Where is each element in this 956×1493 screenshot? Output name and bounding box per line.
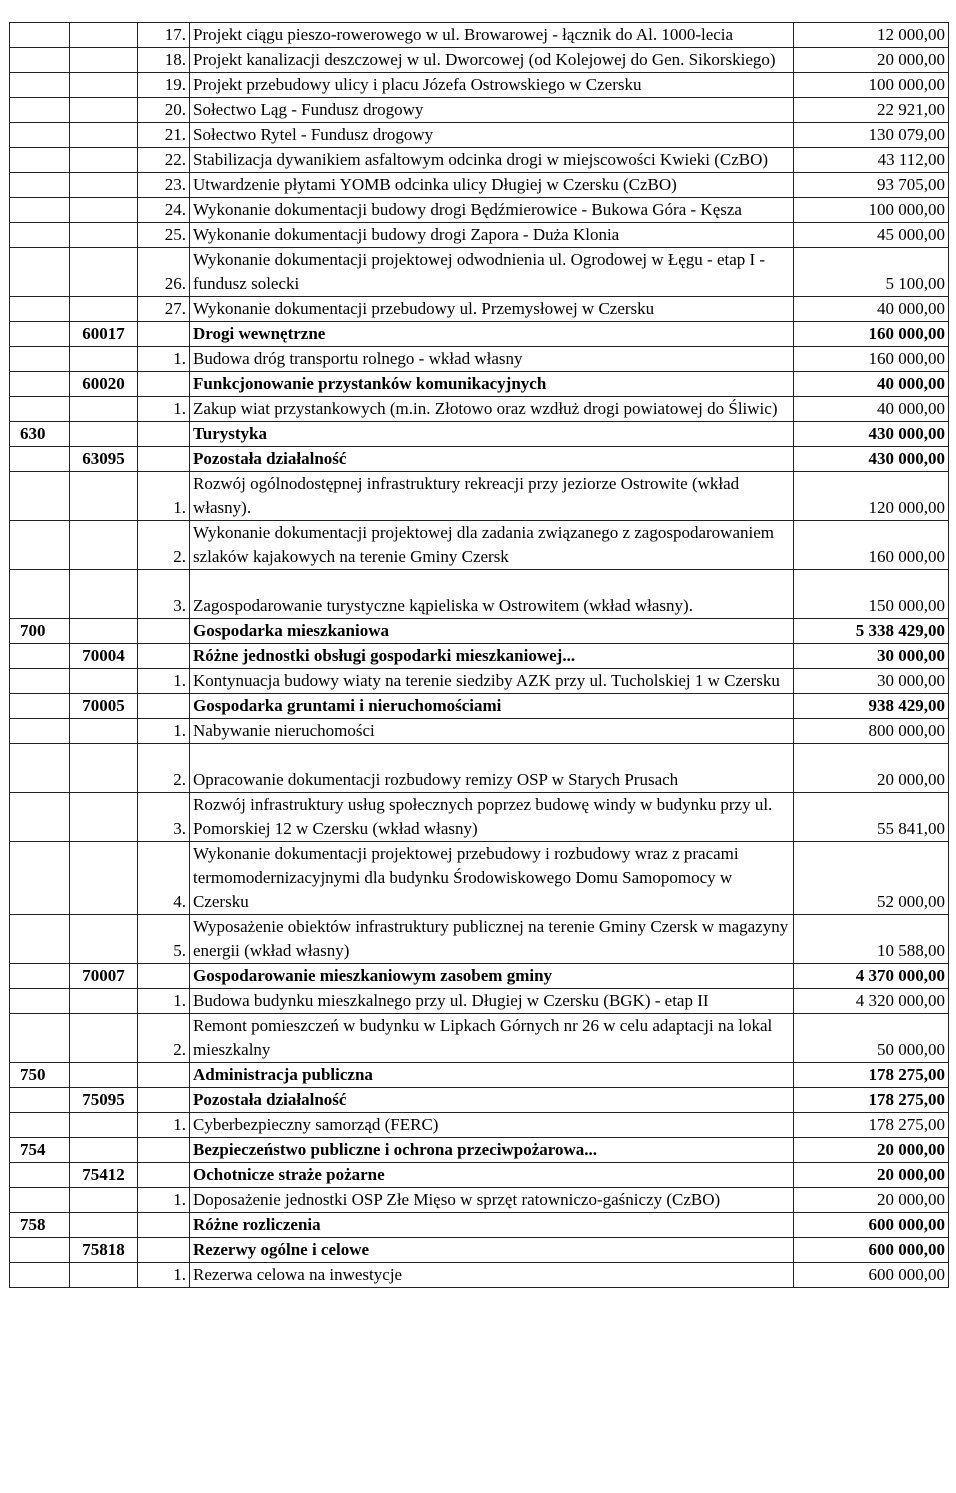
amount-cell: 45 000,00 [794,223,949,248]
dzial-cell [10,173,70,198]
table-row [10,1113,949,1138]
dzial-cell [10,472,70,521]
dzial-cell [10,915,70,964]
dzial-cell [10,1238,70,1263]
amount-cell: 100 000,00 [794,73,949,98]
subsection-row [10,1088,949,1113]
table-row [10,989,949,1014]
dzial-cell [10,23,70,48]
rozdzial-cell [70,248,138,297]
table-row [10,719,949,744]
rozdzial-cell [70,1063,138,1088]
item-number-cell: 1. [138,347,190,372]
amount-cell: 100 000,00 [794,198,949,223]
item-number-cell: 1. [138,1188,190,1213]
rozdzial-cell [70,148,138,173]
rozdzial-cell [70,173,138,198]
section-row [10,1138,949,1163]
table-row [10,123,949,148]
description-cell: Gospodarka gruntami i nieruchomościami [190,694,794,719]
amount-cell: 430 000,00 [794,447,949,472]
section-row [10,1213,949,1238]
rozdzial-cell [70,223,138,248]
rozdzial-cell [70,1113,138,1138]
description-cell: Kontynuacja budowy wiaty na terenie siedziby AZK przy ul. Tucholskiej 1 w Czersku [190,669,794,694]
description-cell: Wykonanie dokumentacji budowy drogi Zapora - Duża Klonia [190,223,794,248]
table-row [10,148,949,173]
item-number-cell: 21. [138,123,190,148]
subsection-row [10,322,949,347]
amount-cell: 938 429,00 [794,694,949,719]
amount-cell: 20 000,00 [794,744,949,793]
description-cell: Rezerwa celowa na inwestycje [190,1263,794,1288]
subsection-row [10,372,949,397]
dzial-cell [10,644,70,669]
subsection-row [10,447,949,472]
rozdzial-cell [70,1263,138,1288]
rozdzial-cell: 75412 [70,1163,138,1188]
item-number-cell: 25. [138,223,190,248]
dzial-cell [10,372,70,397]
rozdzial-cell [70,422,138,447]
amount-cell: 600 000,00 [794,1238,949,1263]
item-number-cell [138,644,190,669]
table-row [10,297,949,322]
dzial-cell [10,1088,70,1113]
description-cell: Administracja publiczna [190,1063,794,1088]
dzial-cell [10,48,70,73]
table-row [10,1014,949,1063]
description-cell: Rozwój infrastruktury usług społecznych poprzez budowę windy w budynku przy ul. Pomorskiej 12 w Czersku (wkład własny) [190,793,794,842]
item-number-cell: 1. [138,989,190,1014]
description-cell: Rezerwy ogólne i celowe [190,1238,794,1263]
rozdzial-cell [70,1138,138,1163]
item-number-cell: 17. [138,23,190,48]
item-number-cell [138,1238,190,1263]
amount-cell: 160 000,00 [794,322,949,347]
amount-cell: 178 275,00 [794,1113,949,1138]
amount-cell: 20 000,00 [794,1188,949,1213]
dzial-cell [10,744,70,793]
amount-cell: 5 338 429,00 [794,619,949,644]
rozdzial-cell [70,1213,138,1238]
description-cell: Cyberbezpieczny samorząd (FERC) [190,1113,794,1138]
description-cell: Wykonanie dokumentacji projektowej przebudowy i rozbudowy wraz z pracami termomodernizacyjnymi dla budynku Środowiskowego Domu Samopomocy w Czersku [190,842,794,915]
dzial-cell [10,1014,70,1063]
section-row [10,422,949,447]
rozdzial-cell [70,1188,138,1213]
item-number-cell: 18. [138,48,190,73]
amount-cell: 50 000,00 [794,1014,949,1063]
amount-cell: 22 921,00 [794,98,949,123]
table-body [10,23,949,1288]
rozdzial-cell [70,619,138,644]
description-cell: Gospodarka mieszkaniowa [190,619,794,644]
dzial-cell [10,570,70,619]
item-number-cell: 2. [138,521,190,570]
amount-cell: 20 000,00 [794,48,949,73]
description-cell: Projekt przebudowy ulicy i placu Józefa Ostrowskiego w Czersku [190,73,794,98]
description-cell: Wykonanie dokumentacji projektowej dla zadania związanego z zagospodarowaniem szlaków kajakowych na terenie Gminy Czersk [190,521,794,570]
table-row [10,347,949,372]
description-cell: Ochotnicze straże pożarne [190,1163,794,1188]
rozdzial-cell [70,989,138,1014]
description-cell: Opracowanie dokumentacji rozbudowy remizy OSP w Starych Prusach [190,744,794,793]
table-row [10,198,949,223]
amount-cell: 160 000,00 [794,521,949,570]
item-number-cell [138,422,190,447]
dzial-cell [10,297,70,322]
amount-cell: 20 000,00 [794,1163,949,1188]
dzial-cell [10,521,70,570]
amount-cell: 30 000,00 [794,644,949,669]
amount-cell: 5 100,00 [794,248,949,297]
subsection-row [10,964,949,989]
rozdzial-cell [70,744,138,793]
item-number-cell [138,694,190,719]
item-number-cell: 20. [138,98,190,123]
description-cell: Sołectwo Rytel - Fundusz drogowy [190,123,794,148]
rozdzial-cell [70,1014,138,1063]
rozdzial-cell: 60017 [70,322,138,347]
amount-cell: 160 000,00 [794,347,949,372]
item-number-cell: 2. [138,744,190,793]
subsection-row [10,644,949,669]
rozdzial-cell [70,719,138,744]
item-number-cell: 3. [138,570,190,619]
dzial-cell [10,347,70,372]
dzial-cell [10,842,70,915]
dzial-cell [10,73,70,98]
description-cell: Utwardzenie płytami YOMB odcinka ulicy Długiej w Czersku (CzBO) [190,173,794,198]
amount-cell: 40 000,00 [794,397,949,422]
rozdzial-cell [70,198,138,223]
item-number-cell: 5. [138,915,190,964]
amount-cell: 12 000,00 [794,23,949,48]
item-number-cell [138,1138,190,1163]
item-number-cell [138,619,190,644]
description-cell: Projekt kanalizacji deszczowej w ul. Dworcowej (od Kolejowej do Gen. Sikorskiego) [190,48,794,73]
dzial-cell [10,1113,70,1138]
table-row [10,521,949,570]
description-cell: Bezpieczeństwo publiczne i ochrona przeciwpożarowa... [190,1138,794,1163]
dzial-cell [10,694,70,719]
rozdzial-cell [70,123,138,148]
description-cell: Pozostała działalność [190,1088,794,1113]
item-number-cell: 4. [138,842,190,915]
description-cell: Wykonanie dokumentacji budowy drogi Będźmierowice - Bukowa Góra - Kęsza [190,198,794,223]
description-cell: Turystyka [190,422,794,447]
item-number-cell [138,322,190,347]
amount-cell: 40 000,00 [794,297,949,322]
table-row [10,915,949,964]
amount-cell: 52 000,00 [794,842,949,915]
dzial-cell [10,223,70,248]
subsection-row [10,1238,949,1263]
description-cell: Zakup wiat przystankowych (m.in. Złotowo oraz wzdłuż drogi powiatowej do Śliwic) [190,397,794,422]
table-row [10,173,949,198]
dzial-cell [10,964,70,989]
subsection-row [10,1163,949,1188]
item-number-cell: 22. [138,148,190,173]
rozdzial-cell: 60020 [70,372,138,397]
table-row [10,1188,949,1213]
item-number-cell [138,1163,190,1188]
table-row [10,744,949,793]
description-cell: Budowa dróg transportu rolnego - wkład własny [190,347,794,372]
item-number-cell: 3. [138,793,190,842]
dzial-cell [10,989,70,1014]
dzial-cell: 758 [10,1213,70,1238]
dzial-cell: 750 [10,1063,70,1088]
description-cell: Wykonanie dokumentacji przebudowy ul. Przemysłowej w Czersku [190,297,794,322]
amount-cell: 55 841,00 [794,793,949,842]
rozdzial-cell: 70004 [70,644,138,669]
dzial-cell [10,1188,70,1213]
description-cell: Remont pomieszczeń w budynku w Lipkach Górnych nr 26 w celu adaptacji na lokal mieszkalny [190,1014,794,1063]
description-cell: Rozwój ogólnodostępnej infrastruktury rekreacji przy jeziorze Ostrowite (wkład własny). [190,472,794,521]
item-number-cell [138,447,190,472]
item-number-cell [138,1063,190,1088]
rozdzial-cell [70,669,138,694]
dzial-cell [10,123,70,148]
rozdzial-cell: 75095 [70,1088,138,1113]
rozdzial-cell [70,23,138,48]
table-row [10,397,949,422]
amount-cell: 600 000,00 [794,1213,949,1238]
dzial-cell [10,98,70,123]
table-row [10,248,949,297]
dzial-cell [10,148,70,173]
subsection-row [10,694,949,719]
description-cell: Nabywanie nieruchomości [190,719,794,744]
dzial-cell [10,669,70,694]
description-cell: Stabilizacja dywanikiem asfaltowym odcinka drogi w miejscowości Kwieki (CzBO) [190,148,794,173]
description-cell: Zagospodarowanie turystyczne kąpieliska w Ostrowitem (wkład własny). [190,570,794,619]
rozdzial-cell [70,73,138,98]
description-cell: Funkcjonowanie przystanków komunikacyjnych [190,372,794,397]
table-row [10,793,949,842]
table-row [10,98,949,123]
item-number-cell: 26. [138,248,190,297]
rozdzial-cell [70,842,138,915]
section-row [10,619,949,644]
rozdzial-cell [70,48,138,73]
amount-cell: 10 588,00 [794,915,949,964]
table-row [10,669,949,694]
description-cell: Wyposażenie obiektów infrastruktury publicznej na terenie Gminy Czersk w magazyny energii (wkład własny) [190,915,794,964]
rozdzial-cell [70,570,138,619]
dzial-cell [10,198,70,223]
amount-cell: 43 112,00 [794,148,949,173]
amount-cell: 20 000,00 [794,1138,949,1163]
item-number-cell: 1. [138,669,190,694]
dzial-cell [10,248,70,297]
description-cell: Projekt ciągu pieszo-rowerowego w ul. Browarowej - łącznik do Al. 1000-lecia [190,23,794,48]
description-cell: Wykonanie dokumentacji projektowej odwodnienia ul. Ogrodowej w Łęgu - etap I - fundusz solecki [190,248,794,297]
table-row [10,73,949,98]
rozdzial-cell [70,98,138,123]
amount-cell: 93 705,00 [794,173,949,198]
investment-budget-table [9,22,949,1288]
rozdzial-cell [70,472,138,521]
amount-cell: 178 275,00 [794,1063,949,1088]
item-number-cell [138,1213,190,1238]
dzial-cell [10,447,70,472]
item-number-cell: 1. [138,472,190,521]
table-row [10,1263,949,1288]
item-number-cell: 19. [138,73,190,98]
amount-cell: 600 000,00 [794,1263,949,1288]
rozdzial-cell: 75818 [70,1238,138,1263]
amount-cell: 150 000,00 [794,570,949,619]
section-row [10,1063,949,1088]
amount-cell: 430 000,00 [794,422,949,447]
amount-cell: 178 275,00 [794,1088,949,1113]
amount-cell: 40 000,00 [794,372,949,397]
description-cell: Gospodarowanie mieszkaniowym zasobem gminy [190,964,794,989]
table-row [10,842,949,915]
rozdzial-cell [70,397,138,422]
amount-cell: 4 370 000,00 [794,964,949,989]
amount-cell: 4 320 000,00 [794,989,949,1014]
description-cell: Doposażenie jednostki OSP Złe Mięso w sprzęt ratowniczo-gaśniczy (CzBO) [190,1188,794,1213]
dzial-cell [10,322,70,347]
rozdzial-cell [70,297,138,322]
table-row [10,570,949,619]
table-row [10,223,949,248]
table-row [10,472,949,521]
rozdzial-cell: 70007 [70,964,138,989]
description-cell: Sołectwo Ląg - Fundusz drogowy [190,98,794,123]
dzial-cell [10,1263,70,1288]
table-row [10,23,949,48]
dzial-cell: 630 [10,422,70,447]
description-cell: Budowa budynku mieszkalnego przy ul. Długiej w Czersku (BGK) - etap II [190,989,794,1014]
item-number-cell: 1. [138,397,190,422]
item-number-cell [138,372,190,397]
item-number-cell: 23. [138,173,190,198]
amount-cell: 800 000,00 [794,719,949,744]
dzial-cell [10,1163,70,1188]
amount-cell: 30 000,00 [794,669,949,694]
description-cell: Różne rozliczenia [190,1213,794,1238]
rozdzial-cell [70,521,138,570]
dzial-cell [10,793,70,842]
item-number-cell: 1. [138,719,190,744]
amount-cell: 130 079,00 [794,123,949,148]
amount-cell: 120 000,00 [794,472,949,521]
description-cell: Drogi wewnętrzne [190,322,794,347]
description-cell: Pozostała działalność [190,447,794,472]
rozdzial-cell: 63095 [70,447,138,472]
item-number-cell: 24. [138,198,190,223]
description-cell: Różne jednostki obsługi gospodarki mieszkaniowej... [190,644,794,669]
dzial-cell [10,719,70,744]
item-number-cell [138,1088,190,1113]
rozdzial-cell [70,793,138,842]
item-number-cell [138,964,190,989]
rozdzial-cell [70,347,138,372]
item-number-cell: 27. [138,297,190,322]
dzial-cell [10,397,70,422]
item-number-cell: 1. [138,1113,190,1138]
table-row [10,48,949,73]
dzial-cell: 754 [10,1138,70,1163]
item-number-cell: 1. [138,1263,190,1288]
dzial-cell: 700 [10,619,70,644]
rozdzial-cell: 70005 [70,694,138,719]
rozdzial-cell [70,915,138,964]
item-number-cell: 2. [138,1014,190,1063]
